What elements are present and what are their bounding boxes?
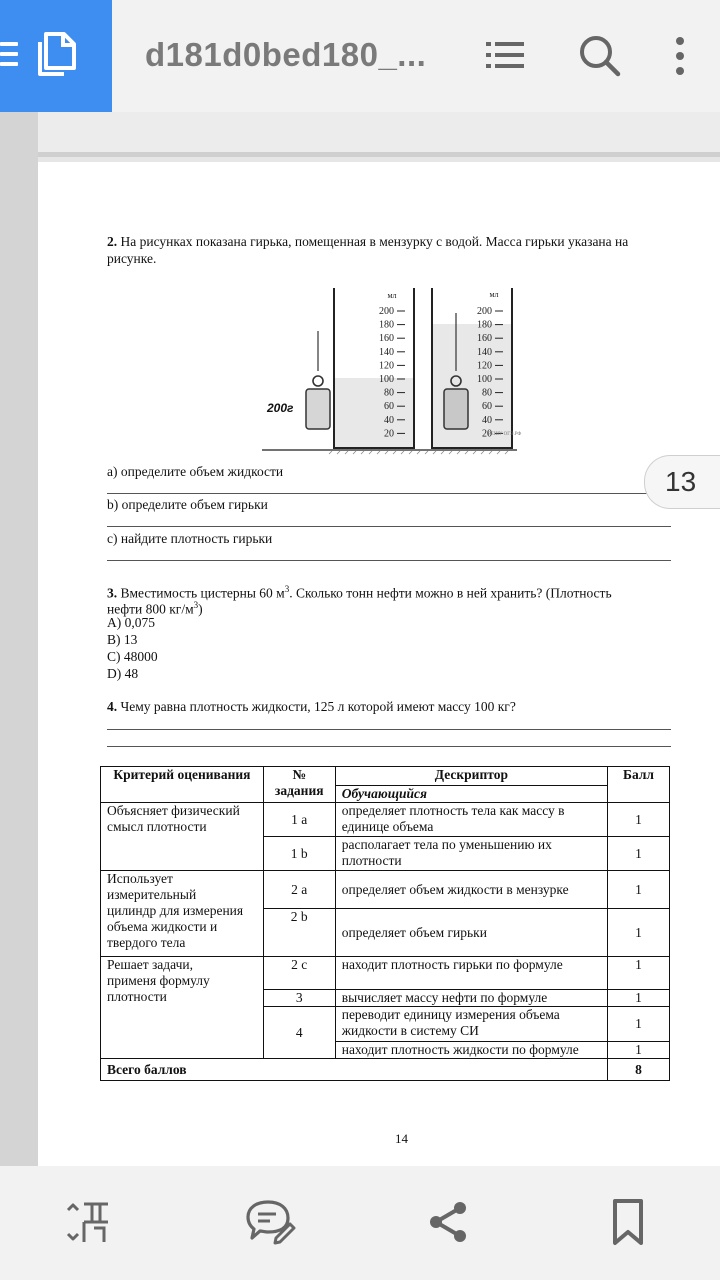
q3-option-a: A) 0,075: [107, 615, 155, 630]
q2-part-c: c) найдите плотность гирьки: [107, 531, 273, 546]
scale-tick-label: 160: [477, 333, 492, 345]
criterion-3: Решает задачи, применя формулу плотности: [101, 957, 264, 1059]
beaker1-water: [334, 378, 414, 448]
scale-tick-label: 100: [477, 374, 492, 385]
q3-text-line1: 3. Вместимость цистерны 60 $м^3$. Сколько тонн нефти можно в ней хранить? (Плотность: [107, 584, 612, 601]
hanging-weight: [306, 389, 330, 429]
descriptor: вычисляет массу нефти по формуле: [335, 990, 607, 1007]
score: 1: [608, 909, 670, 957]
task-number: 1 a: [263, 803, 335, 837]
more-vert-icon[interactable]: [670, 34, 690, 78]
score: 1: [608, 1007, 670, 1042]
scale-tick-label: 120: [477, 360, 492, 372]
answer-line: [107, 729, 671, 730]
descriptor: переводит единицу измерения объема жидкости в систему СИ: [335, 1007, 607, 1042]
scale-tick-label: 80: [482, 387, 492, 399]
beaker1-unit: мл: [387, 291, 397, 300]
q3-option-c: C) 48000: [107, 649, 158, 664]
document-switcher-button[interactable]: [0, 0, 112, 112]
scale-tick-label: 200: [379, 306, 394, 317]
task-number: 1 b: [263, 837, 335, 871]
task-number: 2 b: [263, 909, 335, 957]
scale-tick-label: 160: [379, 333, 394, 345]
descriptor: определяет объем жидкости в мензурке: [335, 871, 607, 909]
grading-table: [100, 766, 670, 1081]
header-task-number: № задания: [263, 767, 335, 803]
descriptor: определяет объем гирьки: [335, 909, 607, 957]
weight-hook: [313, 376, 323, 386]
header-student: Обучающийся: [335, 786, 607, 803]
page-separator: [38, 112, 720, 157]
answer-line: [107, 560, 671, 561]
scale-tick-label: 20: [482, 428, 492, 440]
q3-option-d: D) 48: [107, 666, 139, 681]
criterion-2: Использует измерительный цилиндр для измерения объема жидкости и твердого тела: [101, 871, 264, 957]
page-indicator-badge[interactable]: 13: [644, 455, 720, 509]
scale-tick-label: 20: [384, 428, 394, 440]
hamburger-icon[interactable]: [0, 42, 18, 72]
page-number: 14: [395, 1131, 408, 1146]
header-descriptor: Дескриптор: [335, 767, 607, 786]
beaker2-water: [432, 324, 512, 448]
scale-tick-label: 200: [477, 306, 492, 317]
header-score: Балл: [608, 767, 670, 803]
scale-tick-label: 80: [384, 387, 394, 399]
header-criterion: Критерий оценивания: [101, 767, 264, 803]
descriptor: определяет плотность тела как массу в единице объема: [335, 803, 607, 837]
scale-tick-label: 40: [482, 414, 492, 426]
total-score: 8: [608, 1059, 670, 1081]
scale-tick-label: 100: [379, 374, 394, 385]
descriptor: располагает тела по уменьшению их плотности: [335, 837, 607, 871]
beakers-figure: [262, 283, 522, 455]
descriptor: находит плотность жидкости по формуле: [335, 1042, 607, 1059]
score: 1: [608, 1042, 670, 1059]
q2-text-line2: рисунке.: [107, 251, 157, 266]
documents-icon: [34, 30, 78, 80]
task-number: 4: [263, 1007, 335, 1059]
share-icon[interactable]: [426, 1198, 470, 1246]
ground-hatching: [329, 451, 508, 454]
list-icon[interactable]: [484, 34, 526, 76]
scale-tick-label: 60: [482, 401, 492, 413]
weight-label: 200г: [267, 401, 294, 415]
scale-tick-label: 140: [477, 346, 492, 358]
scale-tick-label: 180: [379, 319, 394, 331]
document-title: d181d0bed180_...: [145, 36, 427, 73]
q3-text-line2: нефти 800 $кг/м^3$): [107, 600, 203, 617]
score: 1: [608, 990, 670, 1007]
comment-edit-icon[interactable]: [244, 1198, 296, 1246]
criterion-1: Объясняет физический смысл плотности: [101, 803, 264, 871]
scale-tick-label: 180: [477, 319, 492, 331]
watermark: РЕШУ ОГЭ.РФ: [488, 432, 522, 437]
task-number: 2 a: [263, 871, 335, 909]
scale-tick-label: 120: [379, 360, 394, 372]
bookmark-icon[interactable]: [610, 1198, 646, 1246]
descriptor: находит плотность гирьки по формуле: [335, 957, 607, 990]
q2-part-a: a) определите объем жидкости: [107, 464, 284, 479]
top-toolbar: [0, 0, 720, 112]
q4-text: 4. Чему равна плотность жидкости, 125 л которой имеют массу 100 кг?: [107, 699, 516, 714]
scale-tick-label: 60: [384, 401, 394, 413]
scroll-gutter: [0, 112, 38, 1166]
search-icon[interactable]: [578, 34, 622, 78]
total-label: Всего баллов: [101, 1059, 608, 1081]
task-number: 2 c: [263, 957, 335, 990]
score: 1: [608, 871, 670, 909]
q2-text-line1: 2. На рисунках показана гирька, помещенная в мензурку с водой. Масса гирьки указана на: [107, 234, 629, 249]
score: 1: [608, 837, 670, 871]
reflow-icon[interactable]: [64, 1198, 112, 1246]
beaker2-unit: мл: [489, 290, 499, 299]
answer-line: [107, 493, 647, 494]
score: 1: [608, 803, 670, 837]
answer-line: [107, 746, 671, 747]
score: 1: [608, 957, 670, 990]
answer-line: [107, 526, 671, 527]
scale-tick-label: 140: [379, 346, 394, 358]
scale-tick-label: 40: [384, 414, 394, 426]
task-number: 3: [263, 990, 335, 1007]
q2-part-b: b) определите объем гирьки: [107, 497, 268, 512]
submerged-weight: [444, 389, 468, 429]
q3-option-b: B) 13: [107, 632, 138, 647]
